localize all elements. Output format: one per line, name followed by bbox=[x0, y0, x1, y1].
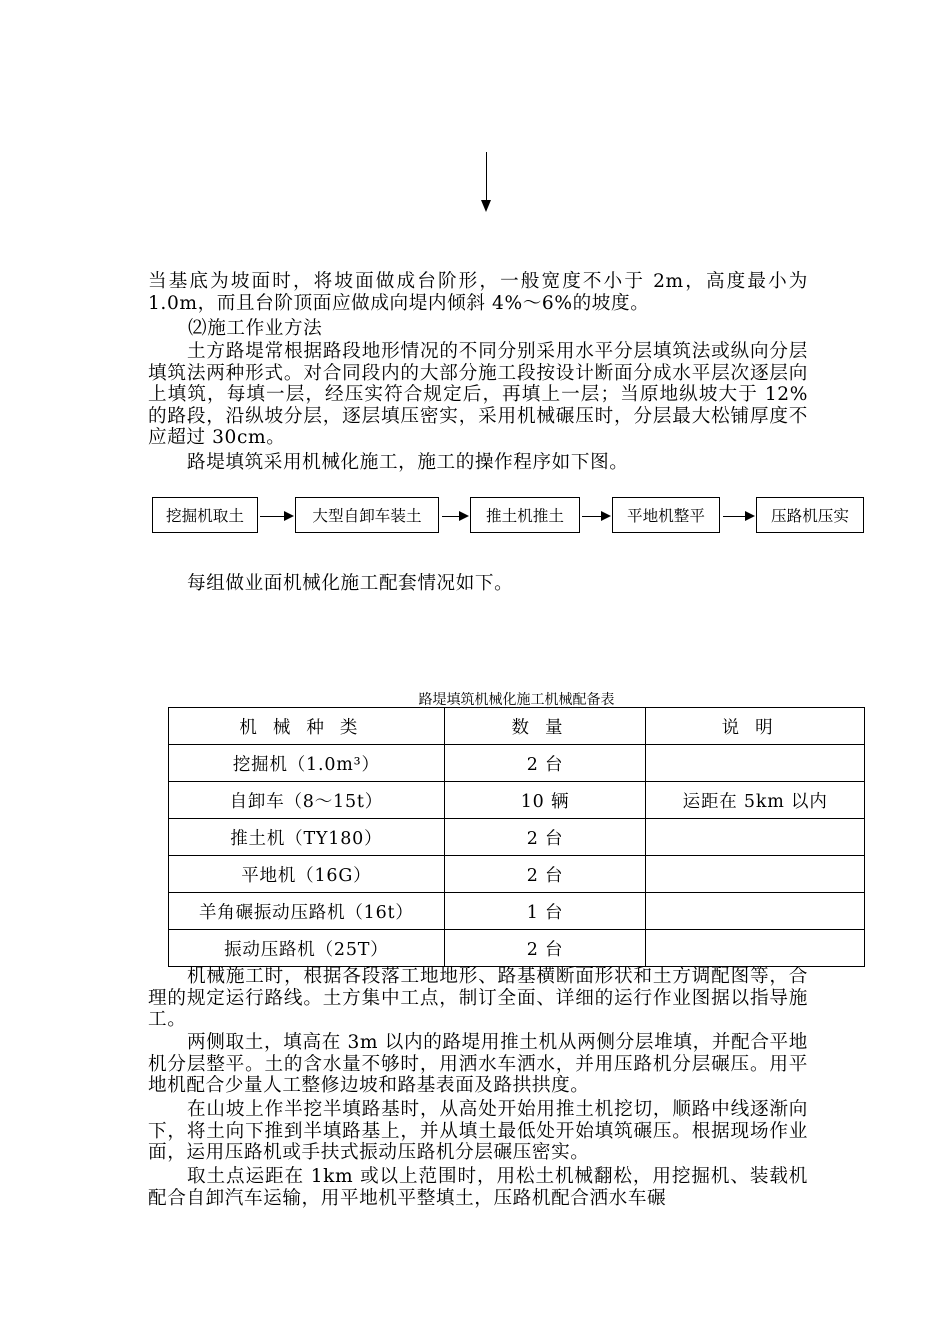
cell-machine: 挖掘机（1.0m³） bbox=[169, 745, 445, 782]
cell-quantity: 2 台 bbox=[444, 819, 646, 856]
cell-quantity: 10 辆 bbox=[444, 782, 646, 819]
paragraph-machine-operation: 机械施工时，根据各段落工地地形、路基横断面形状和土方调配图等，合理的规定运行路线。土方集中工点，制订全面、详细的运行作业图据以指导施工。 bbox=[148, 966, 808, 1031]
cell-remarks bbox=[646, 856, 865, 893]
flow-arrow-2 bbox=[442, 516, 467, 517]
cell-machine: 羊角碾振动压路机（16t） bbox=[169, 893, 445, 930]
paragraph-both-side-borrow: 两侧取土，填高在 3m 以内的路堤用推土机从两侧分层堆填，并配合平地机分层整平。土的含水量不够时，用洒水车洒水，并用压路机分层碾压。用平地机配合少量人工整修边坡和路基表面及路拱拱度。 bbox=[148, 1032, 808, 1097]
flow-step-roller: 压路机压实 bbox=[756, 497, 864, 533]
table-row bbox=[169, 745, 865, 782]
flow-step-dump-truck: 大型自卸车装土 bbox=[295, 497, 439, 533]
cell-quantity: 2 台 bbox=[444, 930, 646, 967]
flow-step-excavator: 挖掘机取土 bbox=[152, 497, 258, 533]
cell-quantity: 2 台 bbox=[444, 745, 646, 782]
cell-remarks bbox=[646, 893, 865, 930]
paragraph-procedure-intro: 路堤填筑采用机械化施工，施工的操作程序如下图。 bbox=[187, 452, 629, 473]
cell-machine: 平地机（16G） bbox=[169, 856, 445, 893]
flow-arrow-4 bbox=[723, 516, 753, 517]
table-row bbox=[169, 819, 865, 856]
table-header-row bbox=[169, 708, 865, 745]
cell-remarks bbox=[646, 745, 865, 782]
header-quantity: 数量 bbox=[444, 708, 646, 745]
flow-step-bulldozer: 推土机推土 bbox=[470, 497, 580, 533]
cell-quantity: 2 台 bbox=[444, 856, 646, 893]
table-caption: 路堤填筑机械化施工机械配备表 bbox=[418, 692, 615, 708]
paragraph-base-slope: 当基底为坡面时，将坡面做成台阶形，一般宽度不小于 2m，高度最小为 1.0m，而且台阶顶面应做成向堤内倾斜 4%～6%的坡度。 bbox=[148, 271, 808, 314]
cell-quantity: 1 台 bbox=[444, 893, 646, 930]
down-arrow-icon bbox=[481, 200, 491, 212]
table-row bbox=[169, 856, 865, 893]
flow-arrow-1 bbox=[260, 516, 292, 517]
cell-machine: 推土机（TY180） bbox=[169, 819, 445, 856]
paragraph-fill-methods: 土方路堤常根据路段地形情况的不同分别采用水平分层填筑法或纵向分层填筑法两种形式。对合同段内的大部分施工段按设计断面分成水平层次逐层向上填筑，每填一层，经压实符合规定后，再填上一层；当原地纵坡大于 12%的路段，沿纵坡分层，逐层填压密实，采用机械碾压时，分层最大松铺厚度不应超过 30cm。 bbox=[148, 341, 808, 449]
flow-step-grader: 平地机整平 bbox=[612, 497, 720, 533]
cell-remarks bbox=[646, 930, 865, 967]
cell-remarks bbox=[646, 819, 865, 856]
paragraph-equipment-intro: 每组做业面机械化施工配套情况如下。 bbox=[187, 573, 514, 594]
table-row bbox=[169, 930, 865, 967]
cell-machine: 振动压路机（25T） bbox=[169, 930, 445, 967]
table-row bbox=[169, 893, 865, 930]
cell-remarks: 运距在 5km 以内 bbox=[646, 782, 865, 819]
section-heading-construction-method: ⑵施工作业方法 bbox=[188, 318, 323, 339]
header-machine-type: 机械种类 bbox=[169, 708, 445, 745]
cell-machine: 自卸车（8～15t） bbox=[169, 782, 445, 819]
paragraph-long-haul: 取土点运距在 1km 或以上范围时，用松土机械翻松，用挖掘机、装载机配合自卸汽车运输，用平地机平整填土，压路机配合洒水车碾 bbox=[148, 1166, 808, 1209]
flow-arrow-3 bbox=[582, 516, 609, 517]
down-arrow-line bbox=[486, 152, 487, 202]
equipment-table bbox=[168, 707, 865, 967]
header-remarks: 说明 bbox=[646, 708, 865, 745]
paragraph-half-cut-half-fill: 在山坡上作半挖半填路基时，从高处开始用推土机挖切，顺路中线逐渐向下，将土向下推到半填路基上，并从填土最低处开始填筑碾压。根据现场作业面，运用压路机或手扶式振动压路机分层碾压密实。 bbox=[148, 1099, 808, 1164]
table-row bbox=[169, 782, 865, 819]
